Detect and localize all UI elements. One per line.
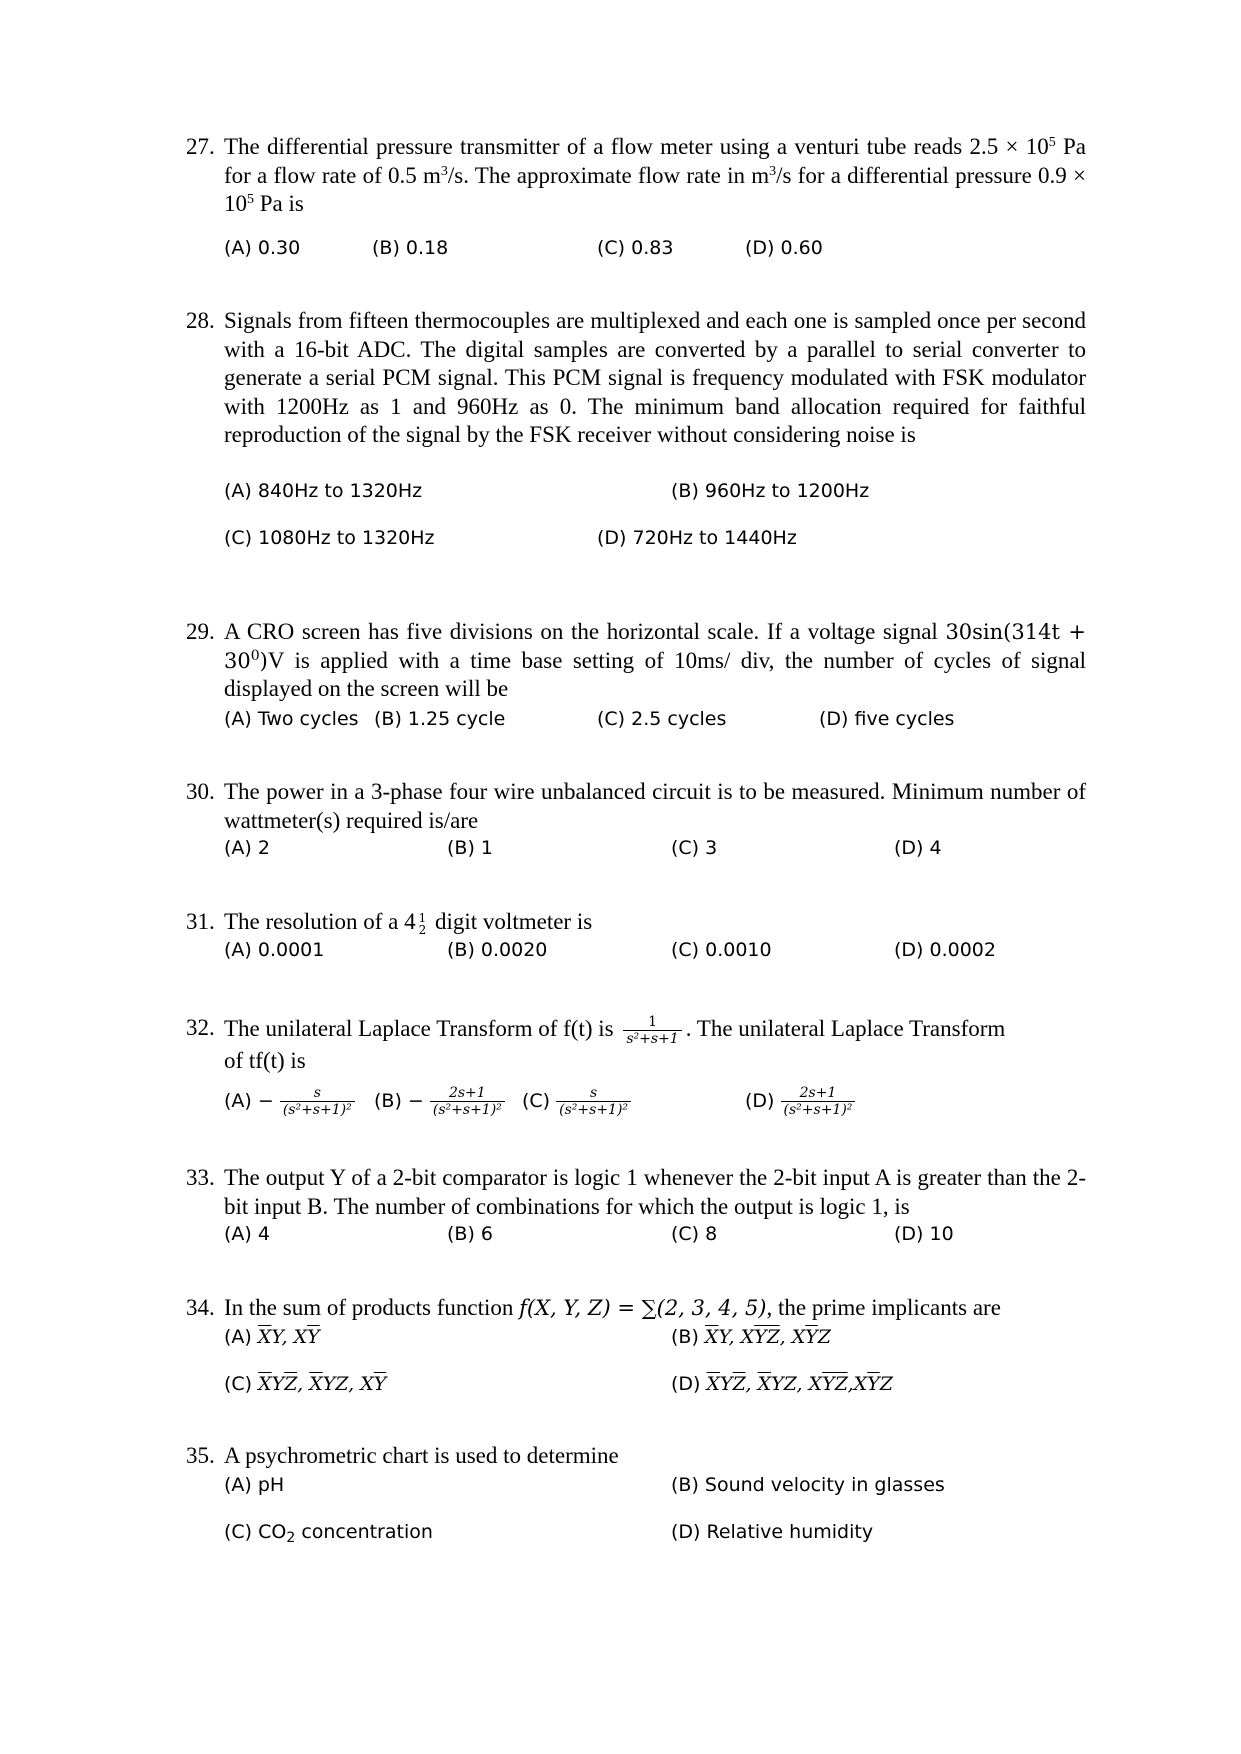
option-c: (C) 8 bbox=[671, 1223, 718, 1245]
option-b: (B) 1 bbox=[447, 837, 493, 859]
question-number: 32. bbox=[186, 1015, 215, 1040]
option-d: (D) $\frac{2s+1}{\text{(s²+s+1)²}}$ bbox=[745, 1085, 855, 1118]
option-d: (D) Relative humidity bbox=[671, 1521, 874, 1543]
option-b: (B) $\overline{X}Y$, XYZ, $X\overline{Y}Z$ bbox=[671, 1326, 831, 1348]
option-c: (C) 2.5 cycles bbox=[597, 708, 727, 730]
option-d: (D) $\overline{X}Y\overline{Z}$, $\overline{X}YZ$, $XYZ,X\overline{Y}Z$ bbox=[671, 1373, 893, 1395]
question-number: 34. bbox=[186, 1295, 215, 1320]
option-b: (B) − $\frac{2s+1}{\text{(s²+s+1)²}}$ bbox=[374, 1085, 505, 1118]
question-number: 33. bbox=[186, 1165, 215, 1190]
option-c: (C) $\overline{X}Y\overline{Z}$, $\overline{X}YZ$, $X\overline{Y}$ bbox=[224, 1373, 387, 1395]
question-number: 29. bbox=[186, 619, 215, 644]
option-d: (D) 0.0002 bbox=[894, 939, 996, 961]
option-b: (B) Sound velocity in glasses bbox=[671, 1474, 945, 1496]
option-d: (D) five cycles bbox=[819, 708, 955, 730]
question-number: 30. bbox=[186, 779, 215, 804]
option-a: (A) Two cycles bbox=[224, 708, 359, 730]
question-stem: The resolution of a 4 1 2 digit voltmeter is bbox=[224, 909, 593, 937]
option-a: (A) − $\frac{s}{\text{(s²+s+1)²}}$ bbox=[224, 1085, 355, 1118]
option-a: (A) 0.0001 bbox=[224, 939, 325, 961]
question-32 bbox=[186, 1014, 1086, 1076]
option-c: (C) $\frac{s}{\text{(s²+s+1)²}}$ bbox=[522, 1085, 631, 1118]
question-number: 27. bbox=[186, 134, 215, 159]
question-35 bbox=[186, 1442, 1086, 1471]
question-33 bbox=[186, 1164, 1086, 1221]
option-a: (A) pH bbox=[224, 1474, 285, 1496]
option-d: (D) 720Hz to 1440Hz bbox=[597, 527, 797, 549]
question-stem: A CRO screen has five divisions on the horizontal scale. If a voltage signal $30\sin(314t + 30^0)V$ is applied with a time base setting of 10ms/ div, the number of cycles of signal displayed on the screen will be bbox=[224, 619, 1087, 701]
option-d: (D) 0.60 bbox=[745, 237, 823, 259]
question-30 bbox=[186, 778, 1086, 835]
question-number: 31. bbox=[186, 909, 215, 934]
question-34 bbox=[186, 1294, 1086, 1323]
option-c: (C) $CO_2$ concentration bbox=[224, 1521, 433, 1546]
question-stem: A psychrometric chart is used to determine bbox=[224, 1443, 619, 1468]
question-stem: The power in a 3-phase four wire unbalanced circuit is to be measured. Minimum number of wattmeter(s) required is/are bbox=[224, 779, 1086, 833]
option-c: (C) 3 bbox=[671, 837, 718, 859]
question-31 bbox=[186, 908, 1086, 937]
option-a: (A) 840Hz to 1320Hz bbox=[224, 480, 423, 502]
option-b: (B) 960Hz to 1200Hz bbox=[671, 480, 870, 502]
option-b: (B) 6 bbox=[447, 1223, 493, 1245]
question-stem: The output Y of a 2-bit comparator is logic 1 whenever the 2-bit input A is greater than the 2-bit input B. The number of combinations for which the output is logic 1, is bbox=[224, 1165, 1086, 1219]
option-c: (C) 0.0010 bbox=[671, 939, 772, 961]
option-a: (A) 0.30 bbox=[224, 237, 301, 259]
question-stem: In the sum of products function f(X, Y, Z) = ∑(2, 3, 4, 5), the prime implicants are bbox=[224, 1295, 1001, 1320]
option-d: (D) 4 bbox=[894, 837, 942, 859]
question-27 bbox=[186, 133, 1086, 219]
question-stem: The unilateral Laplace Transform of f(t) is $\frac{1}{\text{s²+s+1}}$ . The unilateral Laplace Transform of tf(t) is bbox=[224, 1014, 1006, 1073]
option-c: (C) 0.83 bbox=[597, 237, 674, 259]
option-a: (A) $\overline{X}Y$, $X\overline{Y}$ bbox=[224, 1326, 320, 1348]
option-d: (D) 10 bbox=[894, 1223, 954, 1245]
option-b: (B) 0.0020 bbox=[447, 939, 548, 961]
option-a: (A) 2 bbox=[224, 837, 270, 859]
option-a: (A) 4 bbox=[224, 1223, 270, 1245]
question-28 bbox=[186, 307, 1086, 450]
question-stem: The differential pressure transmitter of a flow meter using a venturi tube reads $2.5 \times 10^5$ Pa for a flow rate of 0.5 $m^3/s$. The approximate flow rate in $m^3/s$ for a differential pressure $0.9 \times 10^5$ Pa is bbox=[224, 134, 1087, 216]
question-number: 28. bbox=[186, 308, 215, 333]
option-b: (B) 1.25 cycle bbox=[374, 708, 506, 730]
question-29 bbox=[186, 618, 1086, 704]
question-number: 35. bbox=[186, 1443, 215, 1468]
question-stem: Signals from fifteen thermocouples are multiplexed and each one is sampled once per second with a 16-bit ADC. The digital samples are converted by a parallel to serial converter to generate a serial PCM signal. This PCM signal is frequency modulated with FSK modulator with 1200Hz as 1 and 960Hz as 0. The minimum band allocation required for faithful reproduction of the signal by the FSK receiver without considering noise is bbox=[224, 308, 1086, 447]
option-c: (C) 1080Hz to 1320Hz bbox=[224, 527, 435, 549]
option-b: (B) 0.18 bbox=[372, 237, 449, 259]
